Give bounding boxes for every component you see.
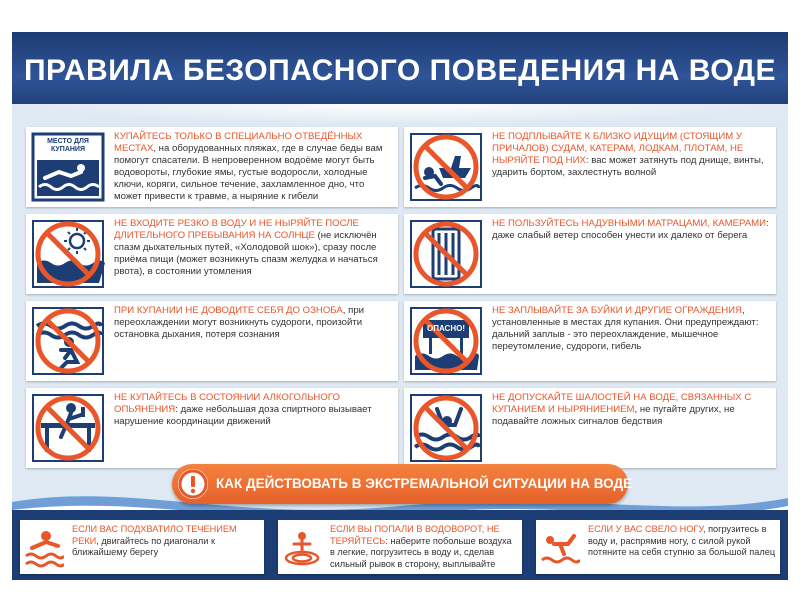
extreme-situation-banner (172, 464, 633, 504)
rule-text (492, 392, 770, 428)
no-sun-diving-icon (31, 219, 105, 289)
leg-cramp-icon (540, 524, 580, 570)
no-pranks-icon (409, 393, 483, 463)
rule-card-no-sun-diving (26, 214, 398, 294)
rule-highlight: КУПАЙТЕСЬ ТОЛЬКО В СПЕЦИАЛЬНО ОТВЕДЁННЫХ МЕСТАХ (114, 131, 363, 155)
rule-highlight: НЕ ПОЛЬЗУЙТЕСЬ НАДУВНЫМИ МАТРАЦАМИ, КАМЕРАМИ (492, 218, 767, 229)
rule-text (114, 218, 392, 278)
rule-highlight: НЕ ЗАПЛЫВАЙТЕ ЗА БУЙКИ И ДРУГИЕ ОГРАЖДЕНИЯ (492, 305, 742, 316)
rule-text (492, 131, 770, 179)
rule-text (492, 218, 770, 242)
rule-card-no-pranks (404, 388, 776, 468)
no-boats-icon (409, 132, 483, 202)
tip-whirlpool (278, 520, 522, 574)
tip-leg-cramp (536, 520, 780, 574)
tip-text (330, 524, 518, 570)
rule-text (492, 305, 770, 353)
rule-text (114, 131, 392, 204)
rule-text (114, 305, 392, 341)
swimming-place-sign-icon (31, 132, 105, 202)
swimming-place-label: МЕСТО ДЛЯ КУПАНИЯ (47, 138, 89, 153)
no-alcohol-swimming-icon (31, 393, 105, 463)
tip-river-current (20, 520, 264, 574)
rule-card-swim-designated (26, 127, 398, 207)
rule-card-no-buoys (404, 301, 776, 381)
rule-text (114, 392, 392, 428)
rule-card-no-mattress (404, 214, 776, 294)
tip-highlight: ЕСЛИ ВАС ПОДХВАТИЛО ТЕЧЕНИЕМ РЕКИ (72, 524, 237, 546)
tip-body: : наберите побольше воздуха в легкие, погрузитесь в воду и, сделав сильный рывок в сторону, выплывайте (330, 535, 512, 569)
poster-title: ПРАВИЛА БЕЗОПАСНОГО ПОВЕДЕНИЯ НА ВОДЕ (23, 54, 777, 87)
rule-body: , не пугайте других, не подавайте ложных сигналов бедствия (492, 404, 735, 428)
tip-body: , двигайтесь по диагонали к ближайшему берегу (72, 535, 215, 558)
tip-text (588, 524, 776, 559)
danger-sign-label: ОПАСНО! (427, 324, 465, 333)
rule-card-no-alcohol (26, 388, 398, 468)
rule-body: : вас может затянуть под днище, винты, ударить бортом, захлестнуть волной (492, 155, 764, 179)
whirlpool-icon (282, 524, 322, 570)
no-air-mattress-icon (409, 219, 483, 289)
rule-body: : даже слабый ветер способен унести их далеко от берега (492, 218, 769, 242)
poster-header (12, 32, 788, 114)
rule-body: : даже небольшая доза спиртного вызывает нарушение координации движений (114, 404, 372, 428)
banner-text: КАК ДЕЙСТВОВАТЬ В ЭКСТРЕМАЛЬНОЙ СИТУАЦИИ НА ВОДЕ (216, 476, 633, 491)
rule-card-no-freezing (26, 301, 398, 381)
rule-body: , на оборудованных пляжах, где в случае беды вам помогут спасатели. В непроверенном водоёме могут быть водовороты, глубокие ямы, густые водоросли, холодные ключи, коряги, сильное течение, захламленное дно, что может привести к травме, а ныряние к гибели (114, 143, 383, 203)
tip-highlight: ЕСЛИ У ВАС СВЕЛО НОГУ (588, 524, 703, 534)
safety-poster (12, 32, 788, 580)
tip-body: , погрузитесь в воду и, распрямив ногу, с силой рукой потяните на себя ступню за большой палец (588, 524, 776, 558)
tip-text (72, 524, 260, 559)
rule-highlight: НЕ ПОДПЛЫВАЙТЕ К БЛИЗКО ИДУЩИМ (СТОЯЩИМ У ПРИЧАЛОВ) СУДАМ, КАТЕРАМ, ЛОДКАМ, ПЛОТАМ, НЕ НЫРЯЙТЕ ПОД НИХ (492, 131, 744, 167)
rule-body: (не исключён спазм дыхательных путей, «Холодовой шок»), сразу после приёма пищи (может возникнуть спазм желудка и начаться рвота), в состоянии утомления (114, 230, 378, 278)
rule-body: , установленные в местах для купания. Они предупреждают: дальний заплыв - это переохлаждение, мышечное переутомление, судороги, гибель (492, 305, 759, 353)
exclamation-icon (178, 469, 208, 499)
rule-card-no-boats (404, 127, 776, 207)
rule-highlight: НЕ ДОПУСКАЙТЕ ШАЛОСТЕЙ НА ВОДЕ, СВЯЗАННЫХ С КУПАНИЕМ И НЫРЯНИЕНИЕМ (492, 392, 752, 416)
rule-highlight: НЕ ВХОДИТЕ РЕЗКО В ВОДУ И НЕ НЫРЯЙТЕ ПОСЛЕ ДЛИТЕЛЬНОГО ПРЕБЫВАНИЯ НА СОЛНЦЕ (114, 218, 359, 242)
no-freezing-icon (31, 306, 105, 376)
rule-body: , при переохлаждении могут возникнуть судороги, произойти остановка дыхания, потеря сознания (114, 305, 365, 341)
rule-highlight: ПРИ КУПАНИИ НЕ ДОВОДИТЕ СЕБЯ ДО ОЗНОБА (114, 305, 343, 316)
no-buoys-icon (409, 306, 483, 376)
current-icon (24, 524, 64, 570)
tip-highlight: ЕСЛИ ВЫ ПОПАЛИ В ВОДОВОРОТ, НЕ ТЕРЯЙТЕСЬ (330, 524, 500, 546)
rule-highlight: НЕ КУПАЙТЕСЬ В СОСТОЯНИИ АЛКОГОЛЬНОГО ОПЬЯНЕНИЯ (114, 392, 340, 416)
